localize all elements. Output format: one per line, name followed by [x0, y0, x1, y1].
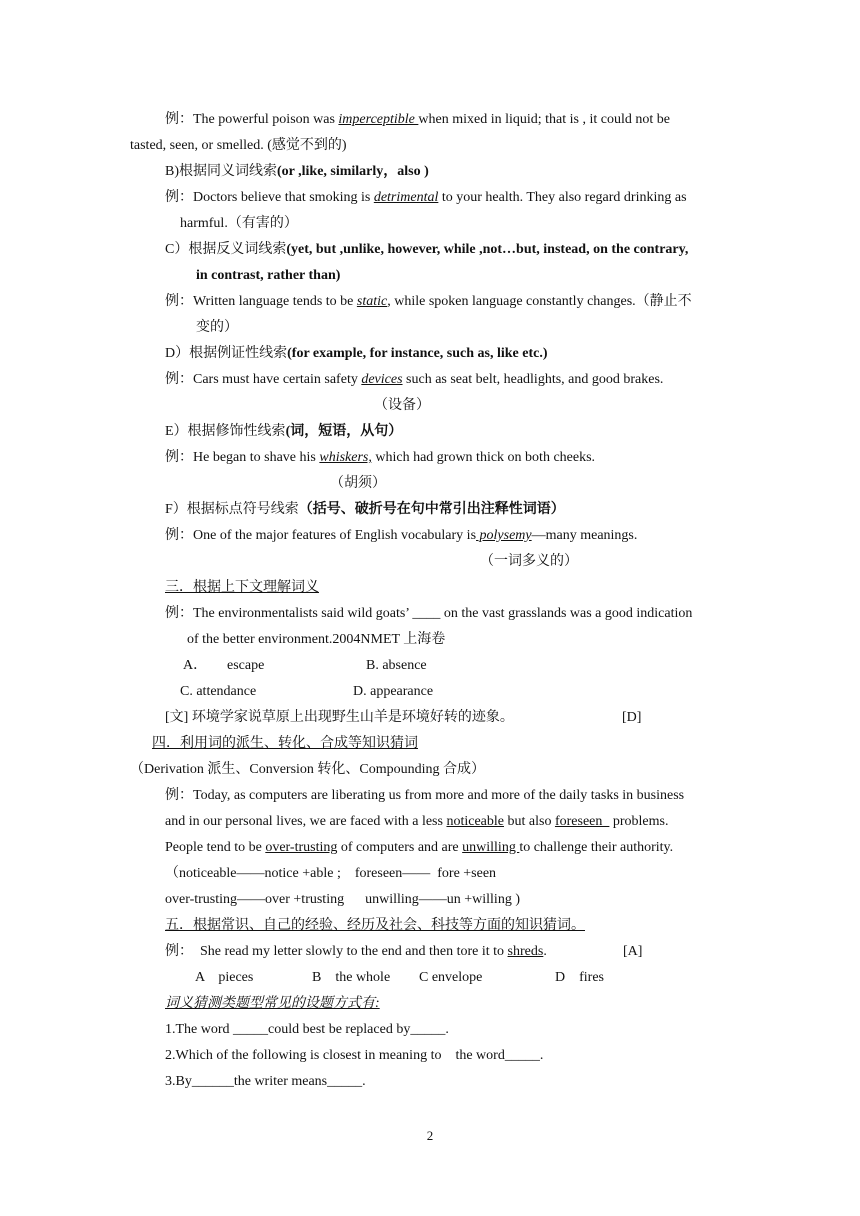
- option-a-pieces: A pieces: [195, 970, 254, 985]
- question-type-1: 1.The word _____could best be replaced by_____.: [165, 1022, 449, 1037]
- example-imperceptible: 例：The powerful poison was imperceptible when mixed in liquid; that is , it could not be: [165, 112, 670, 127]
- example-devices: 例：Cars must have certain safety devices such as seat belt, headlights, and good brakes.: [165, 372, 664, 387]
- example-goats: 例：The environmentalists said wild goats’ ____ on the vast grasslands was a good indication: [165, 606, 693, 621]
- question-types-heading: 词义猜测类题型常见的设题方式有:: [165, 996, 380, 1011]
- option-c-envelope: C envelope: [419, 970, 483, 985]
- word-formation-terms: （Derivation 派生、Conversion 转化、Compounding 合成）: [130, 762, 486, 777]
- option-b-whole: B the whole: [312, 970, 391, 985]
- example-static-cont: 变的）: [196, 320, 238, 335]
- option-b-absence: B. absence: [366, 658, 427, 673]
- question-type-3: 3.By______the writer means_____.: [165, 1074, 366, 1089]
- example-detrimental: 例：Doctors believe that smoking is detrimental to your health. They also regard drinking as: [165, 190, 687, 205]
- gloss-polysemy: （一词多义的）: [480, 554, 578, 569]
- option-d-appearance: D. appearance: [353, 684, 434, 699]
- translation-goats: [文] 环境学家说草原上出现野生山羊是环境好转的迹象。: [165, 710, 514, 725]
- heading-antonym-clue-cont: in contrast, rather than): [196, 268, 341, 283]
- example-whiskers: 例：He began to shave his whiskers, which had grown thick on both cheeks.: [165, 450, 596, 465]
- example-static: 例：Written language tends to be static, while spoken language constantly changes.（静止不: [165, 294, 692, 309]
- gloss-devices: （设备）: [374, 398, 430, 413]
- heading-antonym-clue: C）根据反义词线索(yet, but ,unlike, however, while ,not…but, instead, on the contrary,: [165, 242, 689, 257]
- answer-shreds: [A]: [623, 944, 643, 959]
- question-type-2: 2.Which of the following is closest in meaning to the word_____.: [165, 1048, 544, 1063]
- example-computers-cont2: People tend to be over-trusting of computers and are unwilling to challenge their authority.: [165, 840, 674, 855]
- section-five-heading: 五．根据常识、自己的经验、经历及社会、科技等方面的知识猜词。: [165, 918, 585, 933]
- example-polysemy: 例：One of the major features of English vocabulary is polysemy—many meanings.: [165, 528, 638, 543]
- section-four-heading: 四．利用词的派生、转化、合成等知识猜词: [152, 736, 418, 751]
- derivation-breakdown-1: （noticeable——notice +able ; foreseen—— fore +seen: [165, 866, 497, 881]
- gloss-whiskers: （胡须）: [330, 476, 386, 491]
- example-imperceptible-cont: tasted, seen, or smelled. (感觉不到的): [130, 138, 347, 153]
- derivation-breakdown-2: over-trusting——over +trusting unwilling——un +willing ): [165, 892, 520, 907]
- answer-goats: [D]: [622, 710, 642, 725]
- page-number: 2: [426, 1128, 434, 1143]
- example-shreds: 例： She read my letter slowly to the end and then tore it to shreds.: [165, 944, 547, 959]
- option-a-escape: A．: [183, 658, 208, 673]
- example-detrimental-cont: harmful.（有害的）: [180, 216, 298, 231]
- example-goats-cont: of the better environment.2004NMET 上海卷: [187, 632, 446, 647]
- option-d-fires: D fires: [555, 970, 604, 985]
- heading-example-clue: D）根据例证性线索(for example, for instance, such as, like etc.): [165, 346, 548, 361]
- example-computers-cont1: and in our personal lives, we are faced with a less noticeable but also foreseen problems.: [165, 814, 669, 829]
- example-computers: 例：Today, as computers are liberating us from more and more of the daily tasks in business: [165, 788, 685, 803]
- heading-modifier-clue: E）根据修饰性线索(词，短语，从句）: [165, 424, 403, 439]
- heading-synonym-clue: B)根据同义词线索(or ,like, similarly，also ): [165, 164, 429, 179]
- heading-punctuation-clue: F）根据标点符号线索（括号、破折号在句中常引出注释性词语）: [165, 502, 565, 517]
- option-c-attendance: C. attendance: [180, 684, 257, 699]
- option-a-escape-text: escape: [227, 658, 265, 673]
- section-three-heading: 三．根据上下文理解词义: [165, 580, 319, 595]
